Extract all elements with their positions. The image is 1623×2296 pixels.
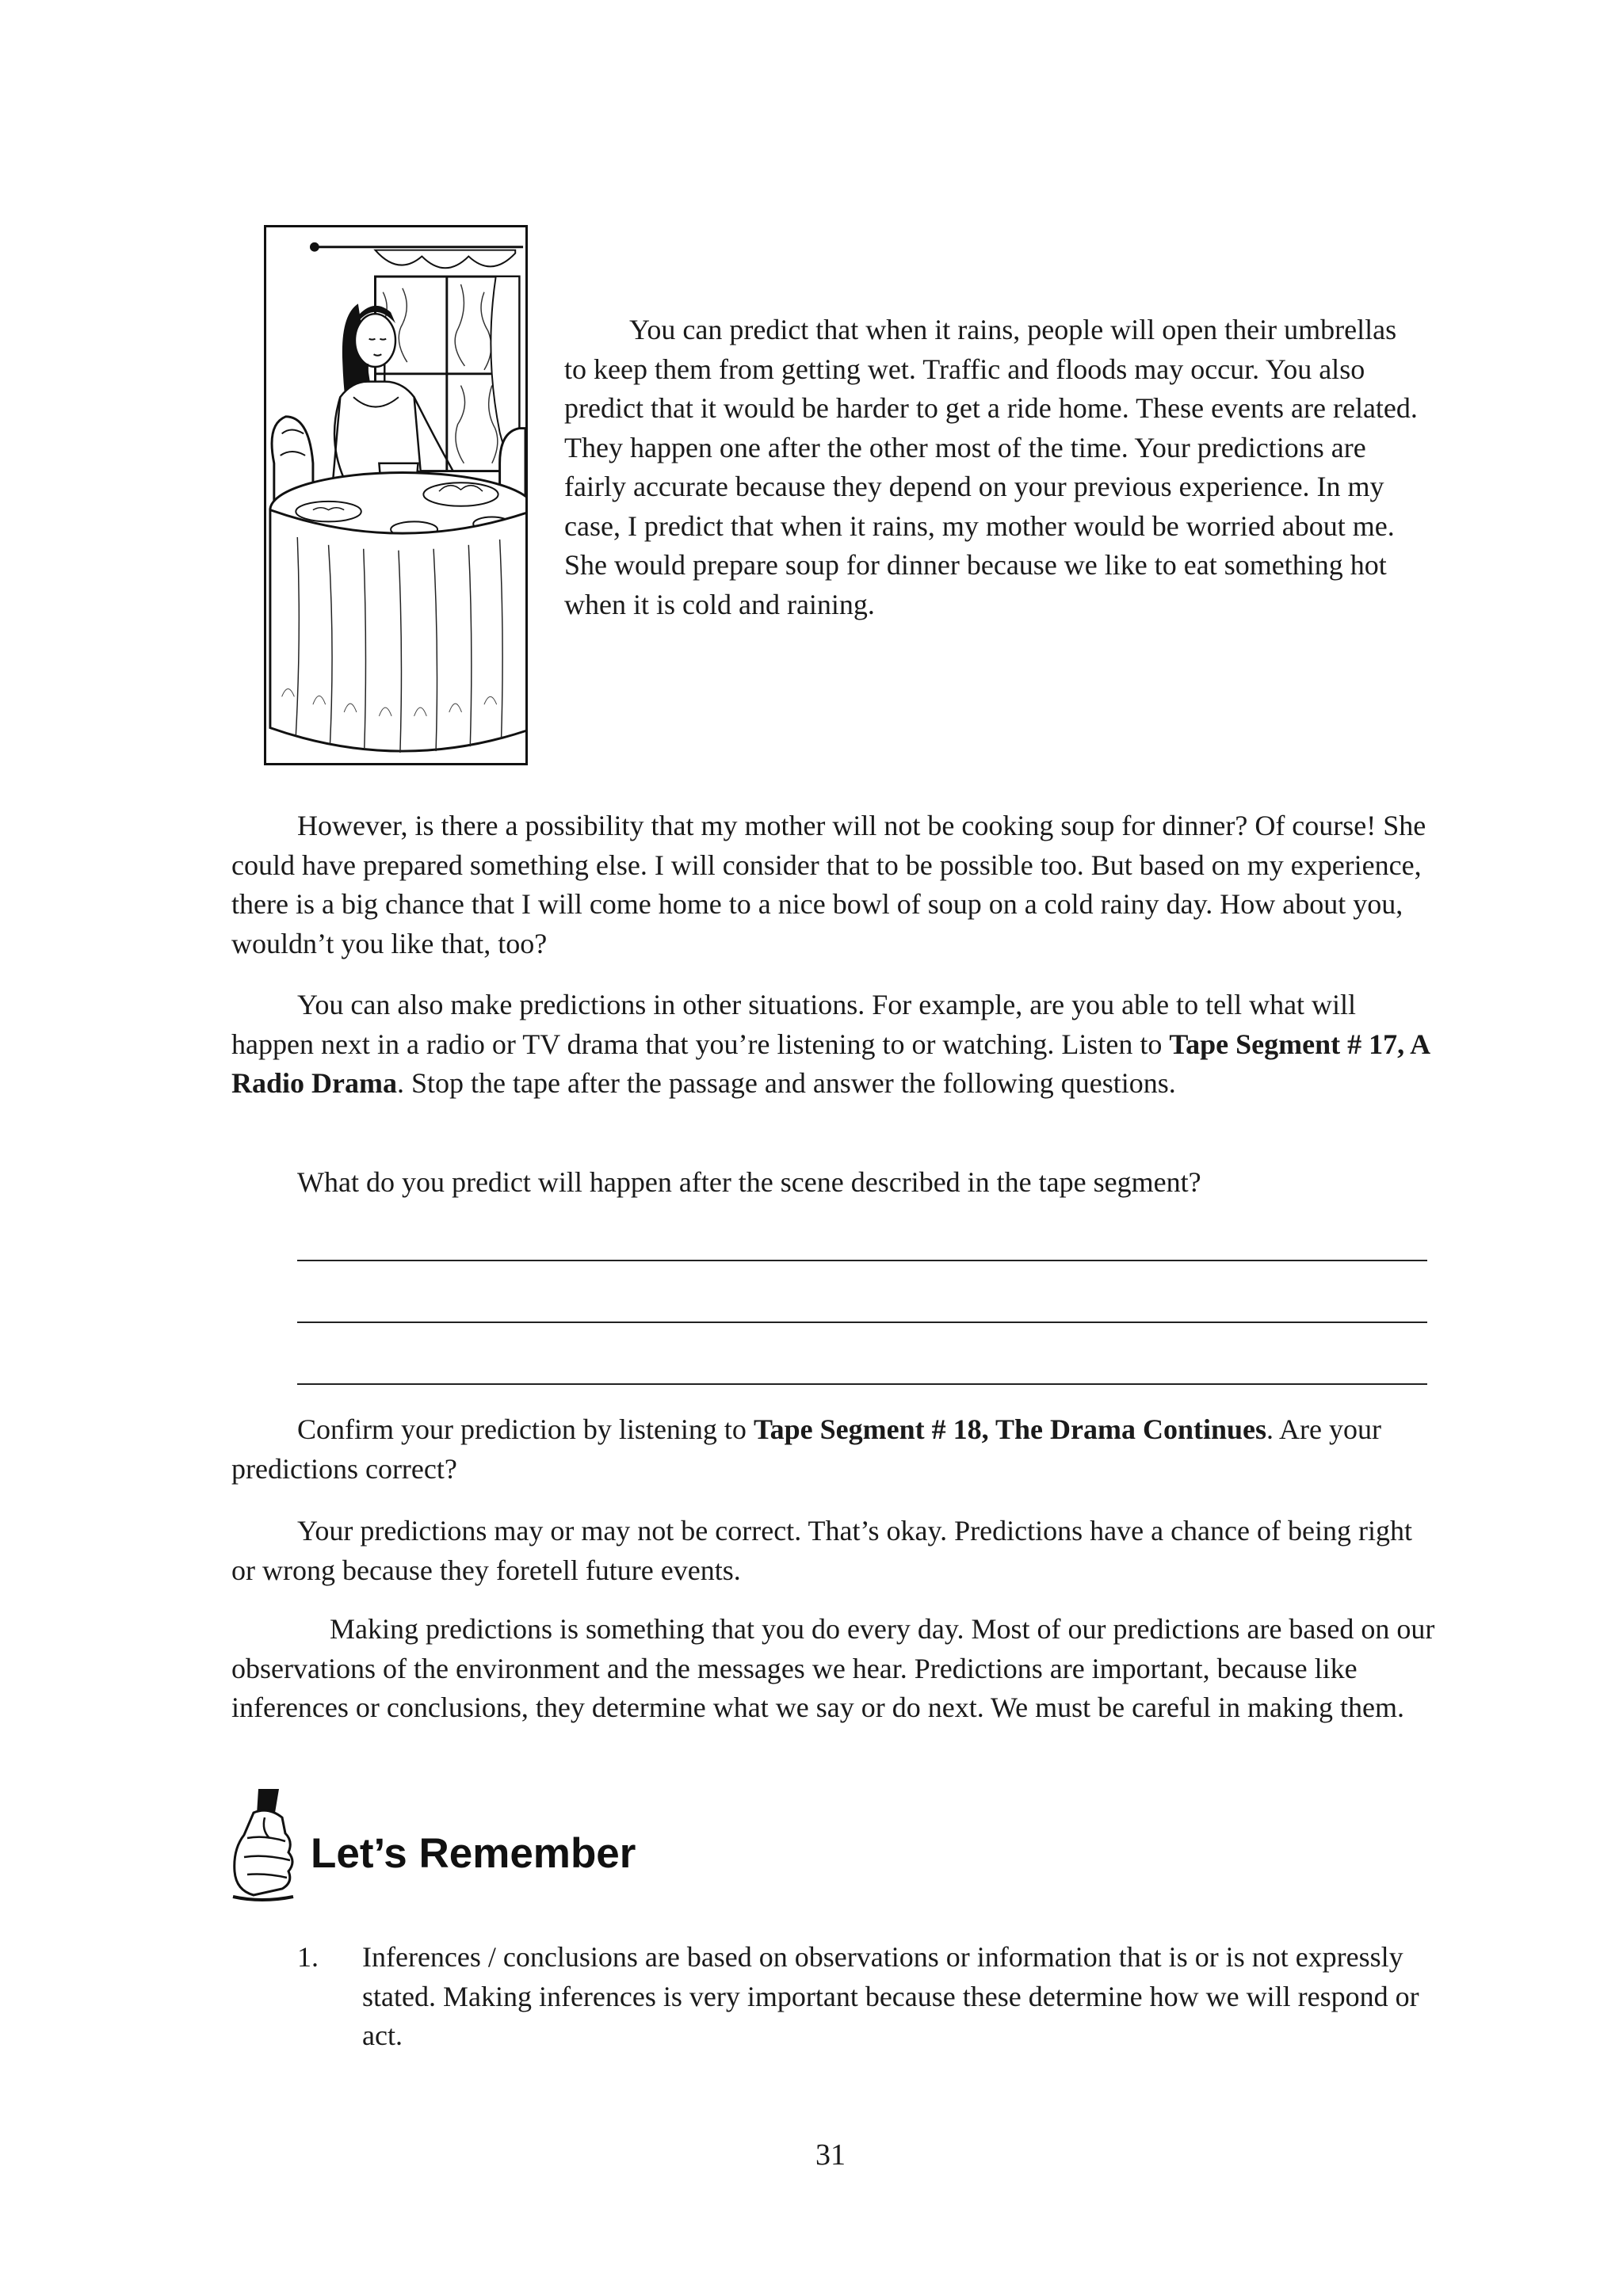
paragraph-predictions-correct: Your predictions may or may not be correct. That’s okay. Predictions have a chance of being right or wrong because they foretell future events. (231, 1515, 1412, 1586)
tape-segment-18-reference: Tape Segment # 18, The Drama Continues (753, 1413, 1266, 1445)
paragraph-text: You can also make predictions in other situations. For example, are you able to tell what will happen next in a radio or TV drama that you’re listening to or watching. Listen to (231, 989, 1357, 1060)
answer-line-1[interactable] (297, 1260, 1427, 1261)
prediction-question: What do you predict will happen after the scene described in the tape segment? (297, 1166, 1201, 1198)
answer-line-3[interactable] (297, 1383, 1427, 1385)
paragraph-confirm-prediction (231, 1410, 1436, 1489)
answer-line-2[interactable] (297, 1322, 1427, 1323)
illustration-woman-at-dinner-table (264, 225, 528, 765)
pointing-hand-icon (230, 1786, 303, 1905)
paragraph-text: . Are your predictions correct? (231, 1413, 1381, 1485)
tape-segment-17-reference: Tape Segment # 17, A Radio Drama (231, 1028, 1430, 1099)
paragraph-radio-drama (231, 986, 1436, 1104)
illustration-drawing (266, 227, 525, 763)
remember-item-number: 1. (297, 1941, 319, 1973)
remember-item-text: Inferences / conclusions are based on observations or information that is or is not expressly stated. Making inferences is very important because these determine how we will respond or act. (362, 1941, 1419, 2051)
paragraph-text: . Stop the tape after the passage and answer the following questions. (397, 1067, 1176, 1099)
intro-paragraph: You can predict that when it rains, people will open their umbrellas to keep them from getting wet. Traffic and floods may occur. You also predict that it would be harder to get a ride home. These events are related. They happen one after the other most of the time. Your predictions are fairly accurate because they depend on your previous experience. In my case, I predict that when it rains, my mother would be worried about me. She would prepare soup for dinner because we like to eat something hot when it is cold and raining. (564, 314, 1418, 620)
lets-remember-heading: Let’s Remember (311, 1830, 636, 1877)
paragraph-text: Confirm your prediction by listening to (297, 1413, 754, 1445)
page-number: 31 (815, 2138, 846, 2172)
paragraph-making-predictions: Making predictions is something that you do every day. Most of our predictions are based on our observations of the environment and the messages we hear. Predictions are important, because like inferences or conclusions, they determine what we say or do next. We must be careful in making them. (231, 1613, 1435, 1723)
paragraph-soup-possibility: However, is there a possibility that my mother will not be cooking soup for dinner? Of course! She could have prepared something else. I will consider that to be possible too. But based on my experience, there is a big chance that I will come home to a nice bowl of soup on a cold rainy day. How about you, wouldn’t you like that, too? (231, 810, 1426, 959)
